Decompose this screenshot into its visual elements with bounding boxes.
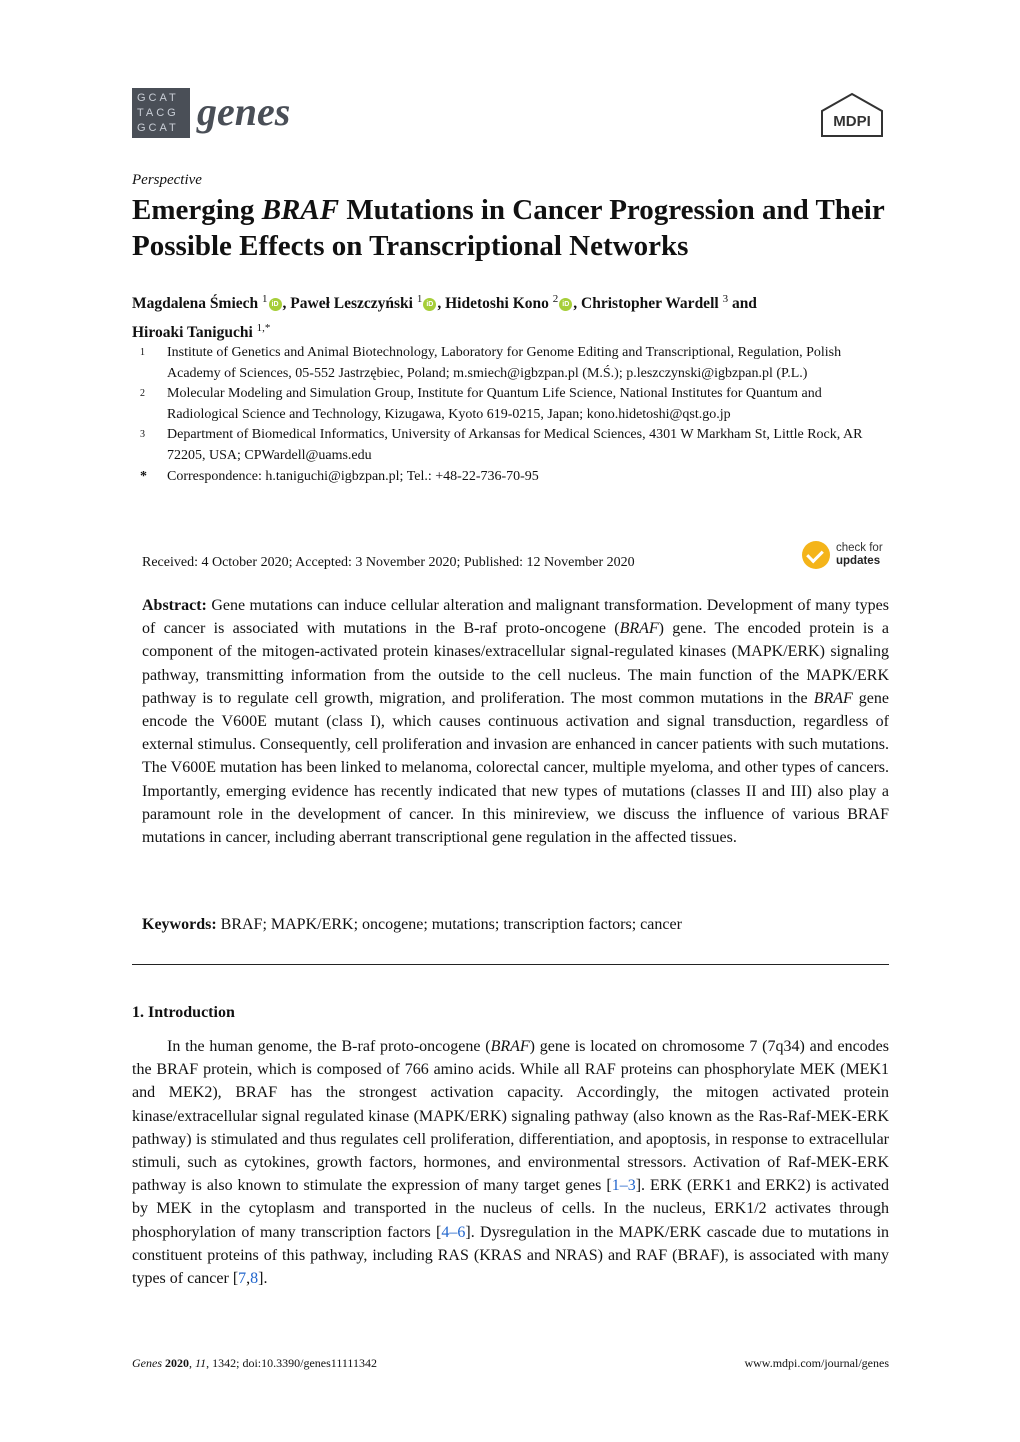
citation-link[interactable]: 1 [611, 1177, 620, 1195]
journal-url-link[interactable]: www.mdpi.com/journal/genes [744, 1356, 889, 1370]
affiliation-item [132, 343, 892, 384]
orcid-icon[interactable]: iD [559, 298, 572, 311]
abstract-text: ) gene. The encoded protein is a component of the mitogen-activated protein kinases/extracellular signal-regulated kinases (MAPK/ERK) signaling pathway, transmitting information from the outside to the cell nucleus. The main function of the MAPK/ERK pathway is to regulate cell growth, migration, and proliferation. The most common mutations in the [142, 620, 889, 707]
affiliation-text: Department of Biomedical Informatics, University of Arkansas for Medical Sciences, 4301 W Markham St, Little Rock, AR 72205, USA; CPWardell@uams.edu [167, 427, 863, 463]
author-name: Magdalena Śmiech [132, 295, 259, 313]
affiliation-number: 2 [140, 388, 145, 400]
footer-doi: , 1342; doi:10.3390/genes11111342 [206, 1356, 377, 1370]
intro-text: ]. ERK (ERK1 and ERK2) is activated by MEK in the cytoplasm and transported in the nucleus of cells. In the nucleus, ERK1/2 activates through phosphorylation of many transcription factors [ [132, 1177, 890, 1241]
title-text: Emerging [132, 194, 262, 226]
publication-dates: Received: 4 October 2020; Accepted: 3 November 2020; Published: 12 November 2020 [142, 555, 635, 570]
check-updates-line2: updates [836, 555, 881, 567]
intro-text: ]. [258, 1270, 268, 1288]
abstract-label: Abstract: [142, 597, 207, 614]
correspondence-text: Correspondence: h.taniguchi@igbzpan.pl; Tel.: +48-22-736-70-95 [167, 468, 539, 484]
author-and: and [728, 295, 757, 313]
logo-line: GCAT [137, 92, 179, 104]
footer-citation [132, 1356, 377, 1371]
intro-text: In the human genome, the B-raf proto-oncogene ( [167, 1038, 491, 1055]
citation-dash: – [449, 1223, 458, 1241]
footer-volume: 11 [195, 1356, 207, 1370]
article-type: Perspective [132, 172, 202, 188]
citation-link[interactable]: 3 [627, 1177, 636, 1195]
introduction-paragraph [132, 1035, 889, 1290]
abstract-gene: BRAF [813, 689, 853, 707]
author-affil: 3 [722, 293, 729, 305]
affiliation-number: 1 [140, 347, 145, 358]
intro-text: ) gene is located on chromosome 7 (7q34) and encodes the BRAF protein, which is composed of 766 amino acids. While all RAF proteins can phosphorylate MEK (MEK1 and MEK2), BRAF has the strongest activation capacity. Accordingly, the mitogen activated protein kinase/extracellular signal regulated kinase (MAPK/ERK) signaling pathway (also known as the Ras-Raf-MEK-ERK pathway) is stimulated and thus regulates cell proliferation, differentiation, and apoptosis, in response to extracellular stimuli, such as cytokines, growth factors, hormones, and environmental stressors. Activation of Raf-MEK-ERK pathway is also known to stimulate the expression of many target genes [ [132, 1038, 889, 1195]
affiliation-text: Molecular Modeling and Simulation Group, Institute for Quantum Life Science, National Institutes for Quantum and Radiological Science and Technology, Kizugawa, Kyoto 619-0215, Japan; kono.hidetoshi@qst.go.jp [167, 386, 822, 422]
affiliations [132, 343, 892, 487]
citation-link[interactable]: 6 [457, 1223, 466, 1241]
check-for-updates-button[interactable] [802, 541, 892, 571]
keywords-label: Keywords: [142, 916, 217, 933]
correspondence-item [132, 467, 892, 488]
citation-dash: – [619, 1177, 628, 1195]
author-name: , Paweł Leszczyński [282, 295, 413, 313]
author-name: Hiroaki Taniguchi [132, 324, 253, 342]
author-list [132, 287, 892, 345]
publisher-name: MDPI [833, 113, 871, 130]
affiliation-item [132, 425, 892, 466]
abstract-text: gene encode the V600E mutant (class I), which causes continuous activation and signal transduction, regardless of external stimulus. Consequently, cell proliferation and invasion are enhanced in cancer patients with such mutations. The V600E mutation has been linked to melanoma, colorectal cancer, multiple myeloma, and other types of cancers. Importantly, emerging evidence has recently indicated that new types of mutations (classes II and III) also play a paramount role in the development of cancer. In this minireview, we discuss the influence of various BRAF mutations in cancer, including aberrant transcriptional gene regulation in the affected tissues. [142, 689, 890, 847]
citation-link[interactable]: 4 [441, 1223, 450, 1241]
citation-sep: , [246, 1270, 251, 1288]
intro-gene: BRAF [490, 1038, 530, 1055]
footer-sep: , [189, 1356, 195, 1370]
keywords-text: BRAF; MAPK/ERK; oncogene; mutations; transcription factors; cancer [216, 916, 682, 933]
author-affil: 1 [262, 293, 268, 305]
affiliation-number: 3 [140, 429, 145, 441]
journal-name: genes [197, 89, 291, 134]
affiliation-number: * [140, 468, 147, 484]
abstract-text: Gene mutations can induce cellular alteration and malignant transformation. Development of many types of cancer is associated with mutations in the B-raf proto-oncogene ( [142, 597, 889, 638]
citation-link[interactable]: 8 [250, 1270, 259, 1288]
checkmark-icon [802, 541, 830, 569]
check-updates-line1: check for [836, 542, 883, 554]
section-divider [132, 964, 889, 965]
abstract [142, 594, 889, 849]
mdpi-logo-icon [818, 92, 886, 138]
abstract-gene: BRAF [619, 620, 659, 638]
footer-year: 2020 [162, 1356, 189, 1370]
orcid-icon[interactable]: iD [423, 298, 436, 311]
citation-link[interactable]: 7 [238, 1270, 247, 1288]
intro-text: ]. Dysregulation in the MAPK/ERK cascade due to mutations in constituent proteins of this pathway, including RAS (KRAS and NRAS) and RAF (BRAF), is associated with many types of cancer [ [132, 1223, 890, 1288]
author-affil: 2 [552, 293, 559, 305]
affiliation-text: Institute of Genetics and Animal Biotechnology, Laboratory for Genome Editing and Transcriptional, Regulation, Polish Academy of Sciences, 05-552 Jastrzębiec, Poland; m.smiech@igbzpan.pl (M.Ś.); p.leszczynski@igbzpan.pl (P.L.) [167, 345, 842, 381]
title-gene: BRAF [261, 194, 340, 226]
article-title [132, 192, 902, 264]
author-affil: 1 [416, 293, 423, 305]
logo-line: TACG [137, 107, 179, 119]
author-affil: 1,* [256, 322, 271, 335]
author-name: , Christopher Wardell [573, 295, 719, 313]
author-name: , Hidetoshi Kono [437, 295, 549, 313]
section-heading: 1. Introduction [132, 1004, 235, 1021]
affiliation-item [132, 384, 892, 425]
keywords [142, 916, 889, 934]
orcid-icon[interactable]: iD [269, 298, 282, 311]
title-text: Mutations in Cancer Progression and Their Possible Effects on Transcriptional Networks [132, 194, 885, 262]
journal-logo [132, 88, 190, 138]
logo-line: GCAT [137, 122, 179, 134]
footer-journal: Genes [132, 1356, 162, 1370]
